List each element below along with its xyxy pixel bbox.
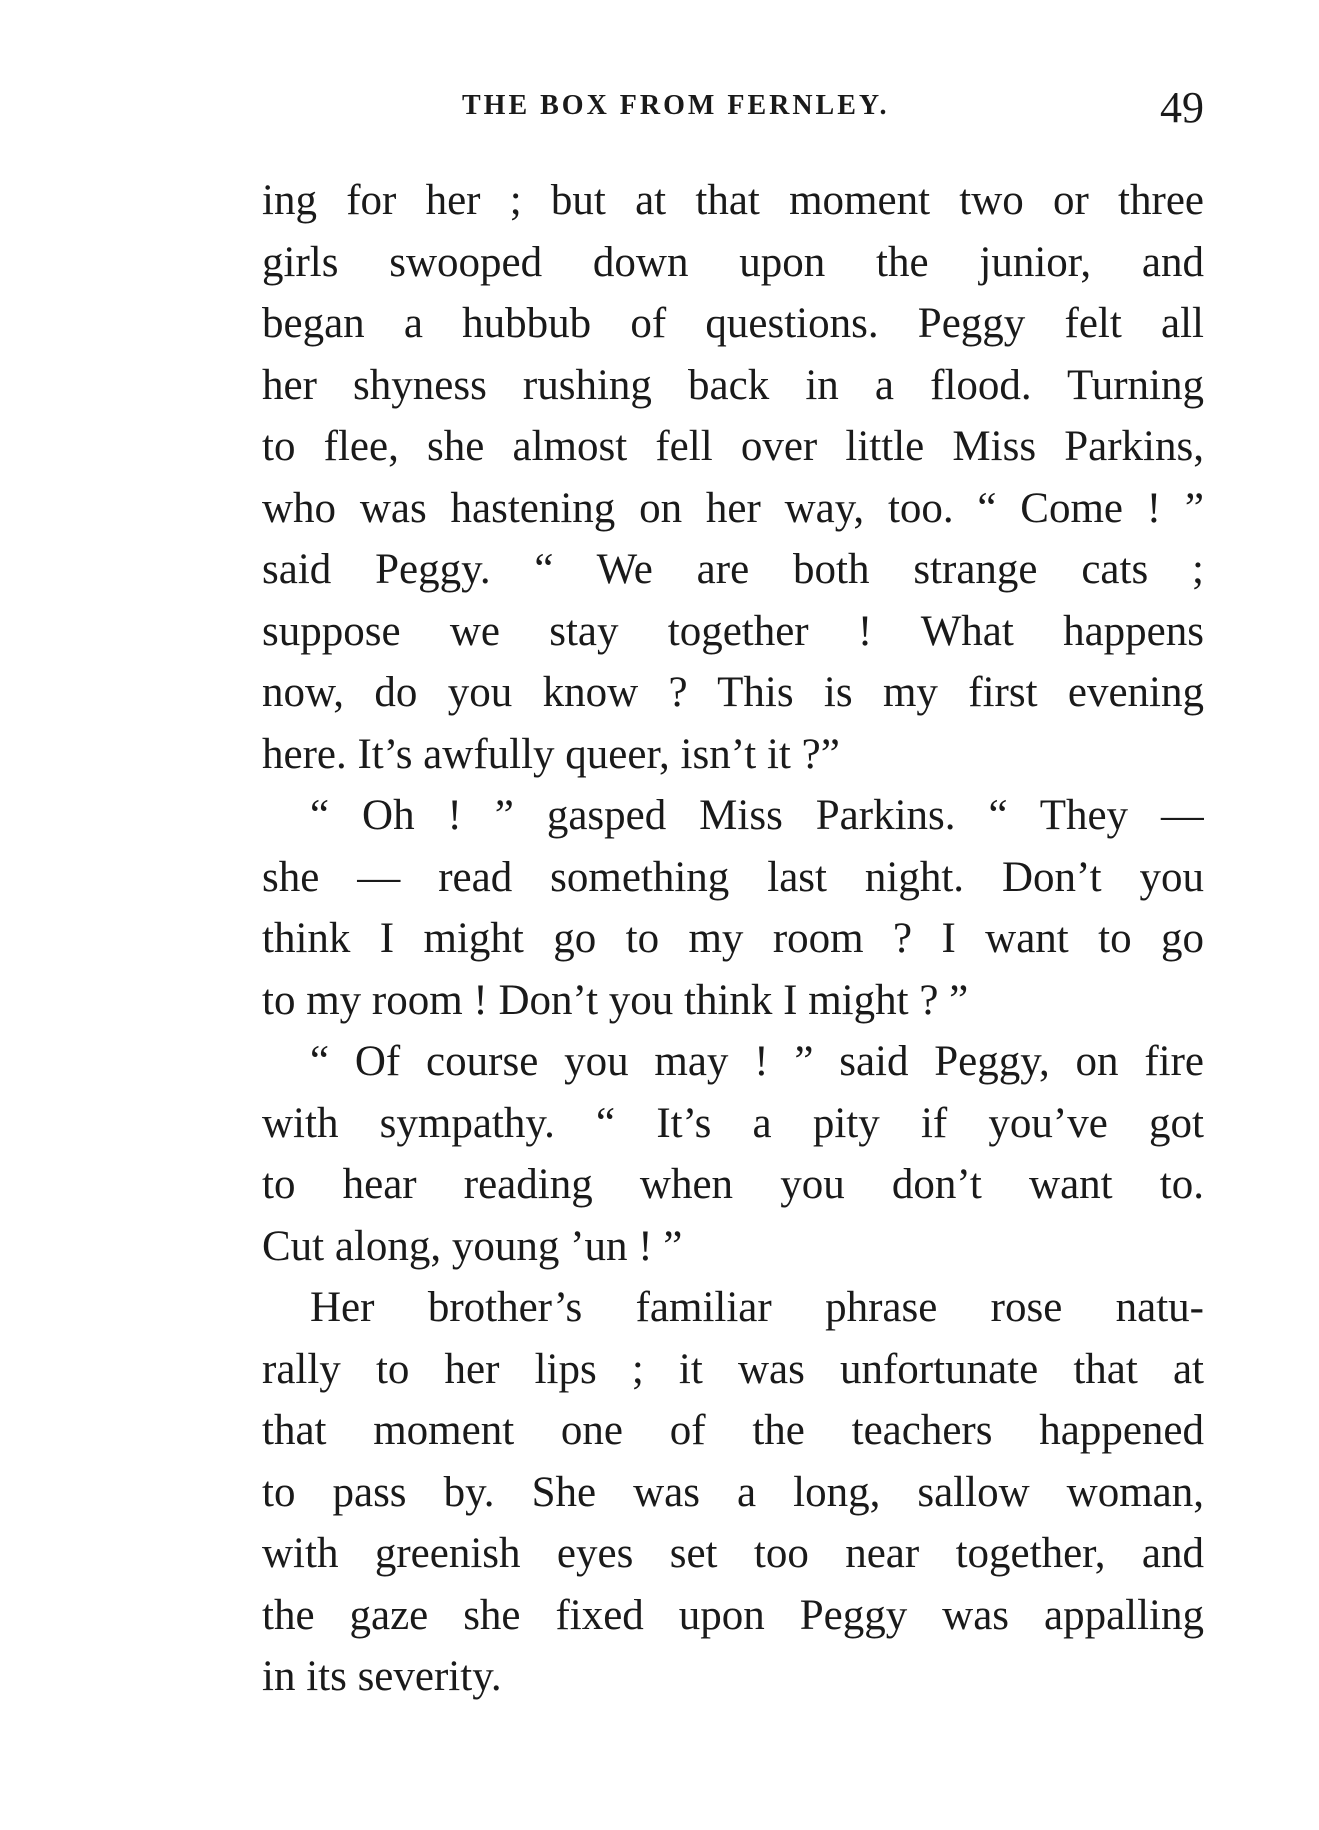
running-head [262, 82, 1204, 132]
text-line: here. It’s awfully queer, isn’t it ?” [262, 730, 840, 778]
body-text [262, 170, 1204, 1708]
text-line: with greenish eyes set too near together, and [262, 1530, 1204, 1577]
text-line: to my room ! Don’t you think I might ? ” [262, 976, 969, 1024]
running-title: THE BOX FROM FERNLEY. [462, 90, 890, 121]
text-line: girls swooped down upon the junior, and [262, 238, 1204, 286]
text-line: “ Of course you may ! ” said Peggy, on fire [310, 1038, 1204, 1085]
text-line: Her brother’s familiar phrase rose natu- [310, 1284, 1204, 1331]
text-line: suppose we stay together ! What happens [262, 607, 1204, 655]
text-line: who was hastening on her way, too. “ Come ! ” [262, 484, 1204, 532]
text-line: think I might go to my room ? I want to go [262, 915, 1204, 962]
text-line: said Peggy. “ We are both strange cats ; [262, 546, 1204, 593]
text-line: her shyness rushing back in a flood. Turning [262, 361, 1204, 409]
text-line: the gaze she fixed upon Peggy was appalling [262, 1591, 1204, 1639]
text-line: ing for her ; but at that moment two or three [262, 177, 1204, 224]
page-number: 49 [1160, 83, 1204, 132]
text-line: with sympathy. “ It’s a pity if you’ve got [262, 1099, 1204, 1147]
text-line: Cut along, young ’un ! ” [262, 1222, 683, 1270]
text-line: to flee, she almost fell over little Miss Parkins, [262, 423, 1204, 470]
text-line: now, do you know ? This is my first evening [262, 669, 1204, 716]
text-line: that moment one of the teachers happened [262, 1407, 1204, 1454]
text-line: began a hubbub of questions. Peggy felt all [262, 300, 1204, 347]
text-line: in its severity. [262, 1653, 502, 1700]
text-line: rally to her lips ; it was unfortunate that at [262, 1345, 1204, 1393]
text-line: “ Oh ! ” gasped Miss Parkins. “ They — [310, 792, 1204, 839]
text-line: she — read something last night. Don’t you [262, 853, 1204, 901]
text-line: to hear reading when you don’t want to. [262, 1161, 1204, 1208]
text-line: to pass by. She was a long, sallow woman, [262, 1468, 1204, 1516]
